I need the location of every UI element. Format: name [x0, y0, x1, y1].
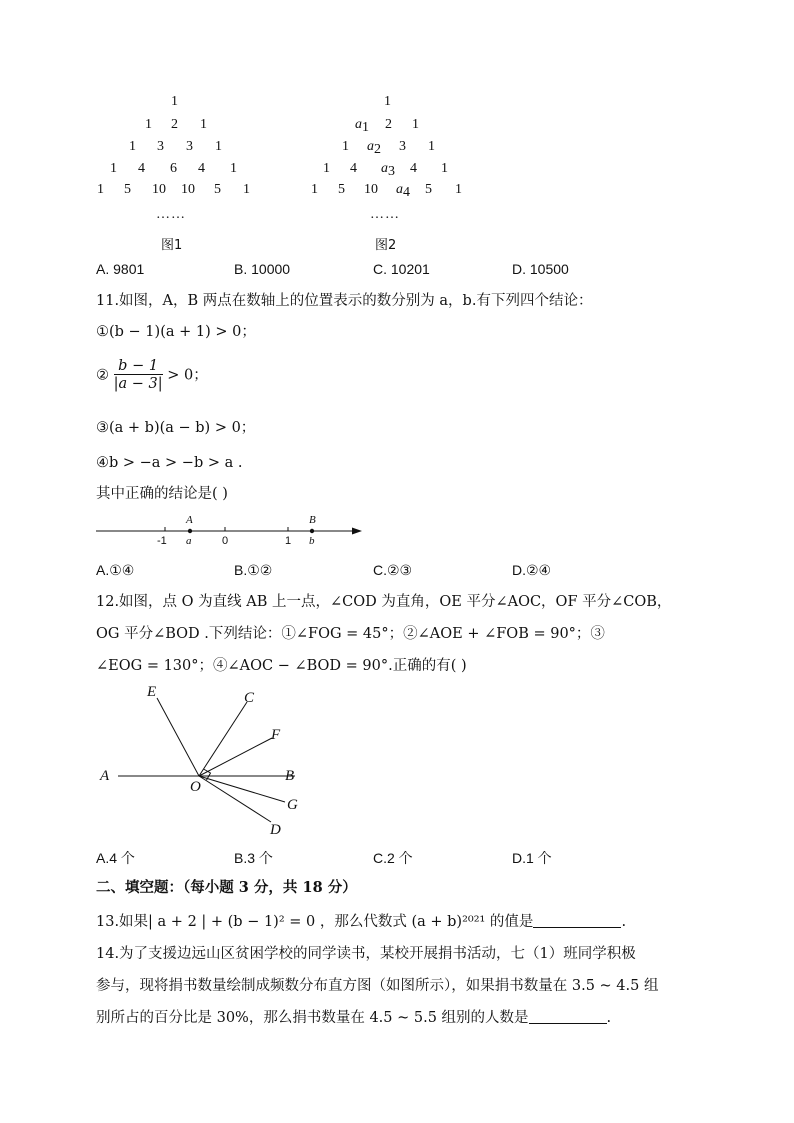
- q12-option-a[interactable]: A.4 个: [96, 850, 135, 866]
- fig2-cell: 1: [342, 139, 349, 154]
- fig2-cell: 3: [399, 139, 406, 154]
- fig-label-O: O: [190, 779, 201, 795]
- q14-line-3: [96, 1008, 611, 1028]
- fig1-cell: 1: [129, 139, 136, 154]
- fig2-cell: 4: [410, 161, 417, 176]
- q11-conclusion-4: ④b > −a > −b > a .: [96, 455, 243, 471]
- fig2-cell-a2: a2: [367, 139, 381, 157]
- fig2-cell: 1: [384, 94, 391, 109]
- fig2-cell: 4: [350, 161, 357, 176]
- fig2-cell-a1: a1: [355, 117, 369, 135]
- q14-end: .: [606, 1010, 612, 1026]
- fig1-cell: 1: [200, 117, 207, 132]
- fig1-cell: 4: [138, 161, 145, 176]
- q11-option-c[interactable]: C.②③: [373, 562, 413, 578]
- fig-label-C: C: [244, 690, 255, 706]
- fig2-caption: 图2: [375, 238, 397, 253]
- fig2-cell: 1: [441, 161, 448, 176]
- numberline-tick-1: 1: [285, 535, 292, 547]
- q14-line-2: 参与，现将捐书数量绘制成频数分布直方图（如图所示），如果捐书数量在 3.5 ~ 4.5 组: [96, 978, 659, 994]
- ray-OG: [199, 776, 285, 802]
- fig1-cell: 2: [171, 117, 178, 132]
- ray-OD: [199, 776, 271, 822]
- q10-option-c[interactable]: C. 10201: [373, 261, 430, 277]
- fig2-cell-a4: a4: [396, 182, 410, 200]
- numberline-label-A: A: [186, 514, 193, 526]
- fig2-cell: 1: [311, 182, 318, 197]
- q12-option-b[interactable]: B.3 个: [234, 850, 273, 866]
- numberline-label-b: b: [309, 535, 315, 547]
- fig1-cell: 5: [214, 182, 221, 197]
- q12-option-d[interactable]: D.1 个: [512, 850, 552, 866]
- fig2-cell: 5: [338, 182, 345, 197]
- q11-c2-fraction: [114, 358, 163, 393]
- point-a-dot: [188, 529, 192, 533]
- fig2-cell: 10: [364, 182, 378, 197]
- fig-label-B: B: [285, 768, 295, 784]
- fig1-cell: 1: [145, 117, 152, 132]
- fig1-cell: 4: [198, 161, 205, 176]
- fig1-cell: 1: [230, 161, 237, 176]
- q11-c2-denominator: |a − 3|: [113, 376, 163, 392]
- q10-option-b[interactable]: B. 10000: [234, 261, 291, 277]
- q11-conclusion-1: ①(b − 1)(a + 1) > 0；: [96, 324, 256, 340]
- q13: [96, 912, 626, 932]
- fig2-ellipsis: ……: [370, 207, 400, 222]
- fig2-cell: 1: [428, 139, 435, 154]
- q14-text: 别所占的百分比是 30%，那么捐书数量在 4.5 ~ 5.5 组别的人数是: [96, 1010, 529, 1026]
- fig1-cell: 10: [152, 182, 166, 197]
- q12-line-3: ∠EOG = 130°；④∠AOC − ∠BOD = 90°.正确的有( ): [96, 658, 467, 674]
- q12-line-2: OG 平分∠BOD .下列结论：①∠FOG = 45°；②∠AOE + ∠FOB = 90°；③: [96, 626, 605, 642]
- fig2-cell: 1: [412, 117, 419, 132]
- q14-answer-blank[interactable]: [529, 1009, 607, 1024]
- q13-text: 13.如果| a + 2 | + (b − 1)² = 0 ，那么代数式 (a + b)²⁰²¹ 的值是: [96, 914, 534, 930]
- fig1-cell: 3: [157, 139, 164, 154]
- fig1-cell: 3: [186, 139, 193, 154]
- section-2-heading: 二、填空题：（每小题 3 分，共 18 分）: [96, 879, 357, 896]
- q11-number-line: [90, 510, 370, 552]
- fig1-cell: 5: [124, 182, 131, 197]
- ray-OC: [199, 702, 247, 776]
- q12-line-1: 12.如图，点 O 为直线 AB 上一点，∠COD 为直角，OE 平分∠AOC，OF 平分∠COB，: [96, 594, 672, 610]
- q11-c2-numerator: b − 1: [114, 358, 163, 375]
- numberline-tick-0: 0: [222, 535, 229, 547]
- q11-option-d[interactable]: D.②④: [512, 562, 552, 578]
- q11-question: 其中正确的结论是( ): [96, 486, 228, 502]
- q13-answer-blank[interactable]: [533, 913, 621, 928]
- q13-end: .: [621, 914, 627, 930]
- fig1-cell: 10: [181, 182, 195, 197]
- fig2-cell: 1: [455, 182, 462, 197]
- fig-label-G: G: [287, 797, 298, 813]
- fig1-cell: 1: [243, 182, 250, 197]
- fig1-ellipsis: ……: [156, 207, 186, 222]
- ray-OE: [157, 698, 199, 776]
- fig1-caption: 图1: [161, 238, 183, 253]
- numberline-label-B: B: [309, 514, 316, 526]
- q11-option-b[interactable]: B.①②: [234, 562, 273, 578]
- q11-option-a[interactable]: A.①④: [96, 562, 135, 578]
- fig-label-F: F: [271, 727, 281, 743]
- fig1-cell: 1: [110, 161, 117, 176]
- q11-conclusion-2: [96, 358, 208, 393]
- q11-stem: 11.如图，A，B 两点在数轴上的位置表示的数分别为 a，b.有下列四个结论：: [96, 293, 593, 309]
- fig2-cell: 5: [425, 182, 432, 197]
- fig1-cell: 1: [97, 182, 104, 197]
- q11-c2-suffix: > 0；: [167, 367, 208, 384]
- fig2-cell-a3: a3: [381, 161, 395, 179]
- fig2-cell: 1: [323, 161, 330, 176]
- q12-angle-figure: [95, 680, 325, 850]
- q10-option-a[interactable]: A. 9801: [96, 261, 145, 277]
- fig-label-D: D: [270, 822, 281, 838]
- fig-label-A: A: [100, 768, 110, 784]
- numberline-tick-minus1: -1: [157, 535, 167, 547]
- fig2-cell: 2: [385, 117, 392, 132]
- q10-option-d[interactable]: D. 10500: [512, 261, 569, 277]
- numberline-label-a: a: [186, 535, 192, 547]
- fig1-cell: 6: [170, 161, 177, 176]
- fig1-cell: 1: [215, 139, 222, 154]
- q11-c2-prefix: ②: [96, 367, 109, 384]
- q14-line-1: 14.为了支援边远山区贫困学校的同学读书，某校开展捐书活动，七（1）班同学积极: [96, 946, 636, 962]
- q11-conclusion-3: ③(a + b)(a − b) > 0；: [96, 420, 256, 436]
- q12-option-c[interactable]: C.2 个: [373, 850, 413, 866]
- ray-OF: [199, 738, 272, 776]
- fig-label-E: E: [147, 684, 157, 700]
- fig1-cell: 1: [171, 94, 178, 109]
- point-b-dot: [310, 529, 314, 533]
